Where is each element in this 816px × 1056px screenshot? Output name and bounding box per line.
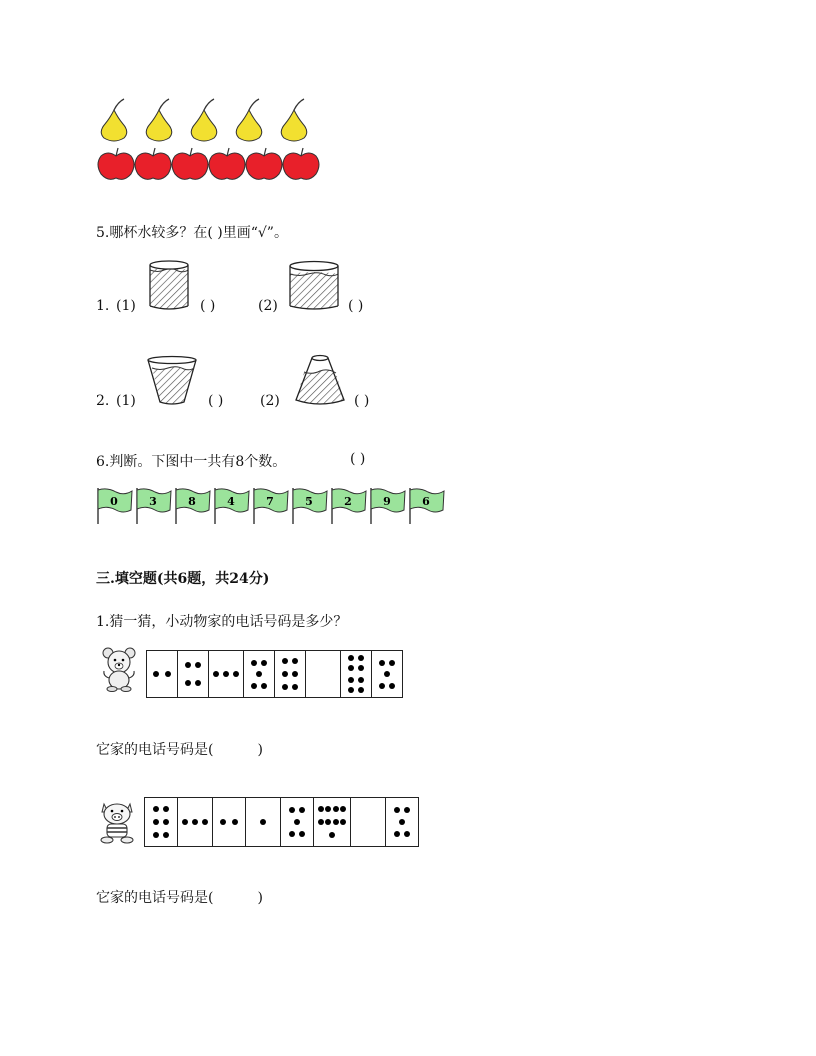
- number-flag: [254, 488, 288, 524]
- dot: [195, 680, 201, 686]
- dot: [195, 662, 201, 668]
- dot: [165, 671, 171, 677]
- number-flag: [332, 488, 366, 524]
- flag-number: 2: [344, 495, 352, 508]
- dot: [202, 819, 208, 825]
- q5-row2-number: 2.: [96, 393, 110, 409]
- dot: [325, 806, 331, 812]
- fill1-question: 1.猜一猜，小动物家的电话号码是多少？: [96, 614, 348, 630]
- answer-label-text: 它家的电话号码是(: [96, 742, 214, 758]
- dot: [282, 684, 288, 690]
- flag-number: 6: [422, 495, 430, 508]
- q5-row2-option2: (2): [260, 393, 280, 409]
- dot: [251, 660, 257, 666]
- dot-digit-cell: [350, 798, 385, 846]
- dot-digit-cell: [371, 651, 402, 697]
- number-flag: [137, 488, 171, 524]
- section3-heading: 三.填空题(共6题，共24分): [96, 571, 270, 587]
- dot: [394, 831, 400, 837]
- dot-digit-cell: [177, 798, 212, 846]
- pig-icon: [98, 800, 138, 844]
- dot: [318, 806, 324, 812]
- dot: [260, 819, 266, 825]
- dot: [282, 658, 288, 664]
- dot: [213, 671, 219, 677]
- number-flag: [176, 488, 210, 524]
- q5-row1-answer2[interactable]: ( ): [348, 298, 364, 314]
- dot-digit-cell: [208, 651, 243, 697]
- dot: [153, 819, 159, 825]
- dot: [379, 660, 385, 666]
- dot: [358, 665, 364, 671]
- dot: [256, 671, 262, 677]
- dot: [292, 684, 298, 690]
- dot: [404, 807, 410, 813]
- dot: [182, 819, 188, 825]
- dot-digit-cell: [305, 651, 340, 697]
- pear-row: [101, 99, 307, 141]
- q5-row1-option1: (1): [116, 298, 136, 314]
- cup-2-full: [286, 258, 342, 314]
- number-flag: [215, 488, 249, 524]
- dot: [282, 671, 288, 677]
- dot: [153, 671, 159, 677]
- dot: [233, 671, 239, 677]
- dot-digit-cell: [147, 651, 177, 697]
- dot: [404, 831, 410, 837]
- dot: [340, 819, 346, 825]
- q6-answer[interactable]: ( ): [350, 451, 366, 467]
- dot: [289, 831, 295, 837]
- dot: [348, 655, 354, 661]
- apple-row: [98, 148, 319, 179]
- dot-digit-cell: [313, 798, 350, 846]
- cone-cup-upright: [144, 354, 200, 408]
- dot: [292, 658, 298, 664]
- q5-row2-answer1[interactable]: ( ): [208, 393, 224, 409]
- number-flag: [410, 488, 444, 524]
- dot: [389, 683, 395, 689]
- phone-number-box-1: [146, 650, 403, 698]
- answer-close-paren: ): [257, 742, 263, 758]
- dot: [261, 660, 267, 666]
- pear-icon: [146, 99, 172, 141]
- apple-icon: [283, 148, 319, 179]
- flag-number: 8: [188, 495, 196, 508]
- q6-title: 6.判断。下图中一共有8个数。: [96, 454, 287, 470]
- dot: [163, 819, 169, 825]
- dot: [358, 687, 364, 693]
- dot: [358, 677, 364, 683]
- answer-label-2: [96, 887, 263, 907]
- dot: [348, 687, 354, 693]
- dot: [325, 819, 331, 825]
- dot: [399, 819, 405, 825]
- fruit-picture: [92, 96, 332, 188]
- dot: [153, 806, 159, 812]
- dot-digit-cell: [385, 798, 418, 846]
- dot: [379, 683, 385, 689]
- dot: [185, 680, 191, 686]
- dot: [299, 807, 305, 813]
- dot-digit-cell: [243, 651, 274, 697]
- q5-row2-option1: (1): [116, 393, 136, 409]
- dot: [163, 806, 169, 812]
- flag-number: 5: [305, 495, 313, 508]
- dot: [163, 832, 169, 838]
- dot: [389, 660, 395, 666]
- dot: [251, 683, 257, 689]
- dot: [348, 665, 354, 671]
- dot-digit-cell: [280, 798, 313, 846]
- pear-icon: [101, 99, 127, 141]
- flag-row: [94, 486, 450, 526]
- dot-digit-cell: [212, 798, 245, 846]
- number-flag: [98, 488, 132, 524]
- dot: [318, 819, 324, 825]
- number-flag: [293, 488, 327, 524]
- dot-digit-cell: [274, 651, 305, 697]
- apple-icon: [172, 148, 208, 179]
- cone-cup-inverted: [290, 352, 350, 408]
- q5-row1-option2: (2): [258, 298, 278, 314]
- dot: [299, 831, 305, 837]
- answer-label-text: 它家的电话号码是(: [96, 890, 214, 906]
- dot-digit-cell: [177, 651, 208, 697]
- q5-row2-answer2[interactable]: ( ): [354, 393, 370, 409]
- dot: [192, 819, 198, 825]
- apple-icon: [135, 148, 171, 179]
- dot: [185, 662, 191, 668]
- dot: [358, 655, 364, 661]
- dot: [294, 819, 300, 825]
- q5-row1-answer1[interactable]: ( ): [200, 298, 216, 314]
- flag-number: 0: [110, 495, 118, 508]
- flag-number: 4: [227, 495, 235, 508]
- dot: [333, 806, 339, 812]
- dot: [340, 806, 346, 812]
- dot: [223, 671, 229, 677]
- apple-icon: [209, 148, 245, 179]
- dot: [289, 807, 295, 813]
- answer-close-paren: ): [257, 890, 263, 906]
- dot: [292, 671, 298, 677]
- q5-row1-number: 1.: [96, 298, 110, 314]
- dot: [348, 677, 354, 683]
- q5-title: 5.哪杯水较多？在( )里画“√”。: [96, 225, 288, 241]
- dot: [329, 832, 335, 838]
- flag-number: 3: [149, 495, 157, 508]
- apple-icon: [98, 148, 134, 179]
- dot: [153, 832, 159, 838]
- pear-icon: [236, 99, 262, 141]
- number-flag: [371, 488, 405, 524]
- pear-icon: [281, 99, 307, 141]
- dot: [232, 819, 238, 825]
- dot: [394, 807, 400, 813]
- dot: [384, 671, 390, 677]
- dot-digit-cell: [145, 798, 177, 846]
- dot: [261, 683, 267, 689]
- flag-number: 7: [266, 495, 274, 508]
- dot: [220, 819, 226, 825]
- cup-1-full: [146, 258, 192, 314]
- dot-digit-cell: [340, 651, 371, 697]
- dot-digit-cell: [245, 798, 280, 846]
- dot: [333, 819, 339, 825]
- pear-icon: [191, 99, 217, 141]
- answer-label-1: [96, 739, 263, 759]
- bear-icon: [100, 646, 140, 692]
- flag-number: 9: [383, 495, 391, 508]
- apple-icon: [246, 148, 282, 179]
- phone-number-box-2: [144, 797, 419, 847]
